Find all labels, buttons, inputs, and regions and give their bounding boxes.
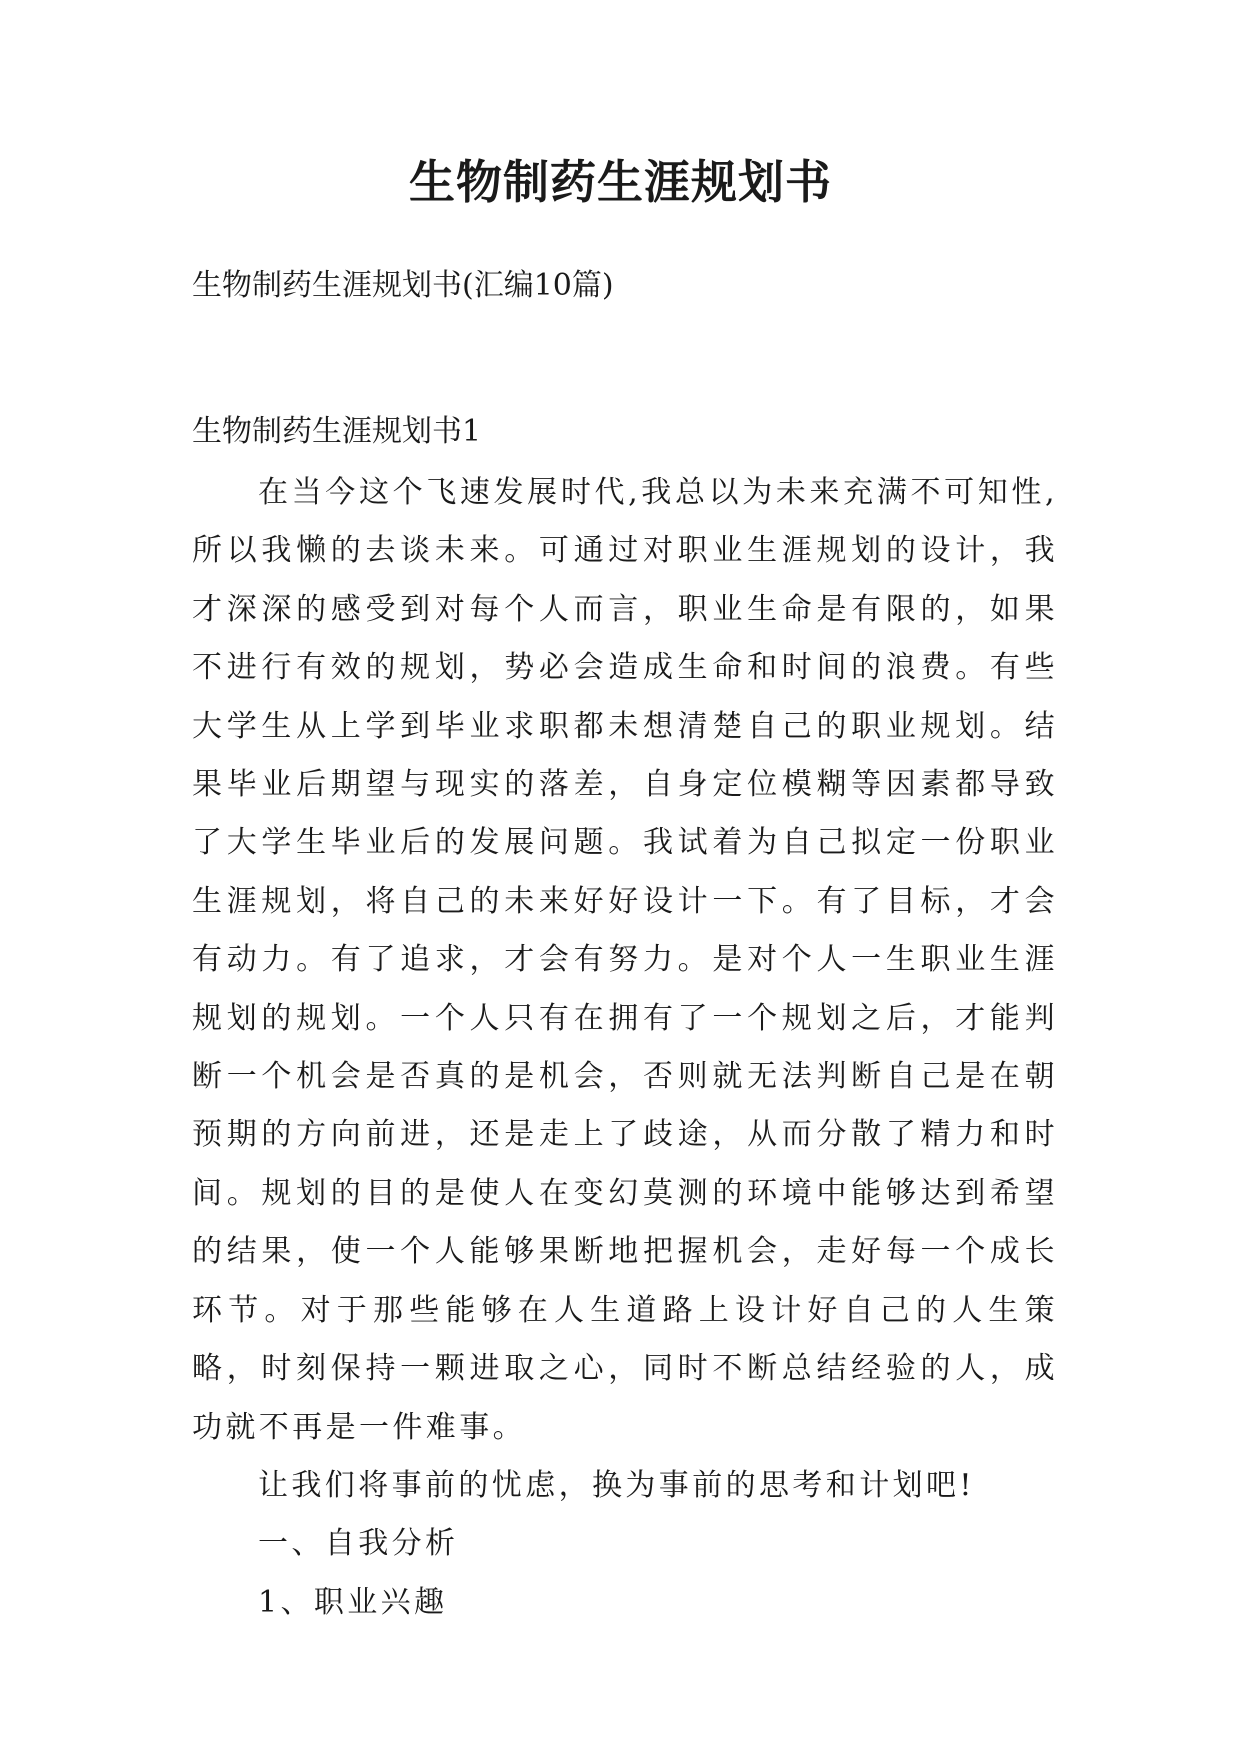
section-heading: 生物制药生涯规划书1 [192, 414, 482, 449]
document-title: 生物制药生涯规划书 [409, 155, 832, 209]
document-subtitle: 生物制药生涯规划书(汇编10篇) [192, 268, 614, 303]
body-paragraph: 在当今这个飞速发展时代,我总以为未来充满不可知性,所以我懒的去谈未来。可通过对职业生涯规划的设计，我才深深的感受到对每个人而言，职业生命是有限的，如果不进行有效的规划，势必会造成生命和时间的浪费。有些大学生从上学到毕业求职都未想清楚自己的职业规划。结果毕业后期望与现实的落差，自身定位模糊等因素都导致了大学生毕业后的发展问题。我试着为自己拟定一份职业生涯规划，将自己的未来好好设计一下。有了目标，才会有动力。有了追求，才会有努力。是对个人一生职业生涯规划的规划。一个人只有在拥有了一个规划之后，才能判断一个机会是否真的是机会，否则就无法判断自己是在朝预期的方向前进，还是走上了歧途，从而分散了精力和时间。规划的目的是使人在变幻莫测的环境中能够达到希望的结果，使一个人能够果断地把握机会，走好每一个成长环节。对于那些能够在人生道路上设计好自己的人生策略，时刻保持一颗进取之心，同时不断总结经验的人，成功就不再是一件难事。 [192, 475, 1058, 1445]
body-paragraph: 让我们将事前的忧虑，换为事前的思考和计划吧! [258, 1467, 975, 1503]
outline-heading: 一、自我分析 [258, 1526, 459, 1562]
document-body [192, 464, 1058, 1632]
outline-subheading: 1、职业兴趣 [258, 1584, 448, 1620]
